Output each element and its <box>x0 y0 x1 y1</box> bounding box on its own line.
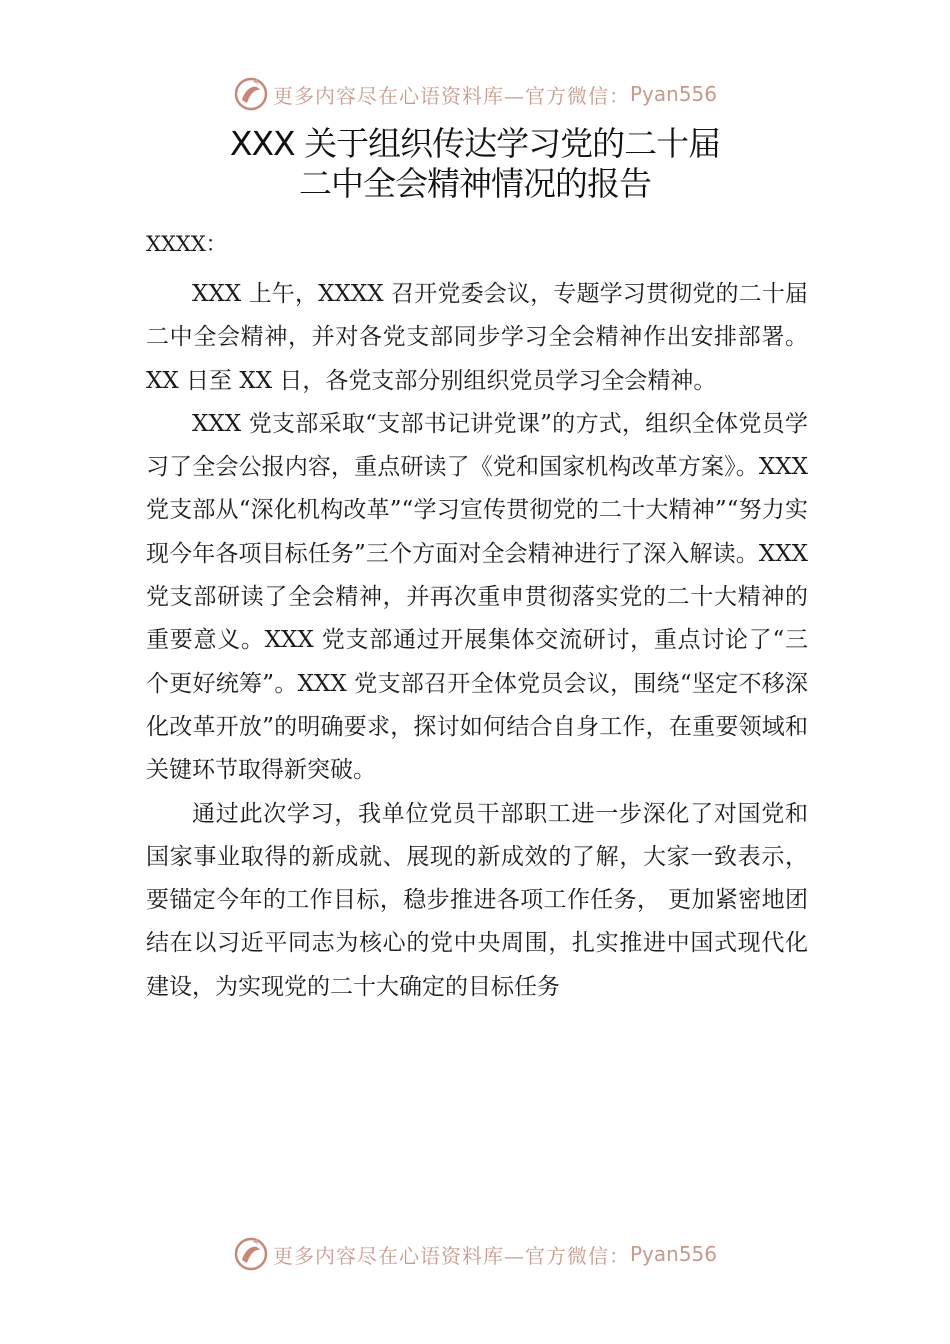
footer-watermark <box>0 1234 950 1274</box>
seal-logo-icon <box>233 76 269 112</box>
body-paragraph-3: 通过此次学习，我单位党员干部职工进一步深化了对国党和国家事业取得的新成就、展现的新成效的了解，大家一致表示，要锚定今年的工作目标，稳步推进各项工作任务， 更加紧密地团结在以习近平同志为核心的党中央周围，扎实推进中国式现代化建设，为实现党的二十大确定的目标任务 <box>146 800 808 1000</box>
title-line-2: 二中全会精神情况的报告 <box>299 164 651 203</box>
document-body <box>146 228 808 1009</box>
watermark-text: 更多内容尽在心语资料库—官方微信： <box>272 83 630 108</box>
watermark-text: 更多内容尽在心语资料库—官方微信： <box>272 1243 630 1268</box>
header-watermark <box>0 74 950 114</box>
body-paragraph-1: XXX 上午，XXXX 召开党委会议，专题学习贯彻党的二十届二中全会精神，并对各党支部同步学习全会精神作出安排部署。XX 日至 XX 日，各党支部分别组织党员学习全会精神。 <box>146 281 808 394</box>
watermark-wechat-id: Pyan556 <box>629 82 717 106</box>
seal-logo-icon <box>233 1236 269 1272</box>
document-title <box>0 124 950 204</box>
title-line-1: XXX 关于组织传达学习党的二十届 <box>229 124 721 163</box>
body-paragraph-2: XXX 党支部采取“支部书记讲党课”的方式，组织全体党员学习了全会公报内容，重点研读了《党和国家机构改革方案》。XXX 党支部从“深化机构改革”“学习宣传贯彻党的二十大精神”“努力实现今年各项目标任务”三个方面对全会精神进行了深入解读。XXX 党支部研读了全会精神，并再次重申贯彻落实党的二十大精神的重要意义。XXX 党支部通过开展集体交流研讨，重点讨论了“三个更好统筹”。XXX 党支部召开全体党员会议，围绕“坚定不移深化改革开放”的明确要求，探讨如何结合自身工作，在重要领域和关键环节取得新突破。 <box>146 410 808 784</box>
salutation: XXXX： <box>146 232 227 256</box>
watermark-wechat-id: Pyan556 <box>629 1242 717 1266</box>
